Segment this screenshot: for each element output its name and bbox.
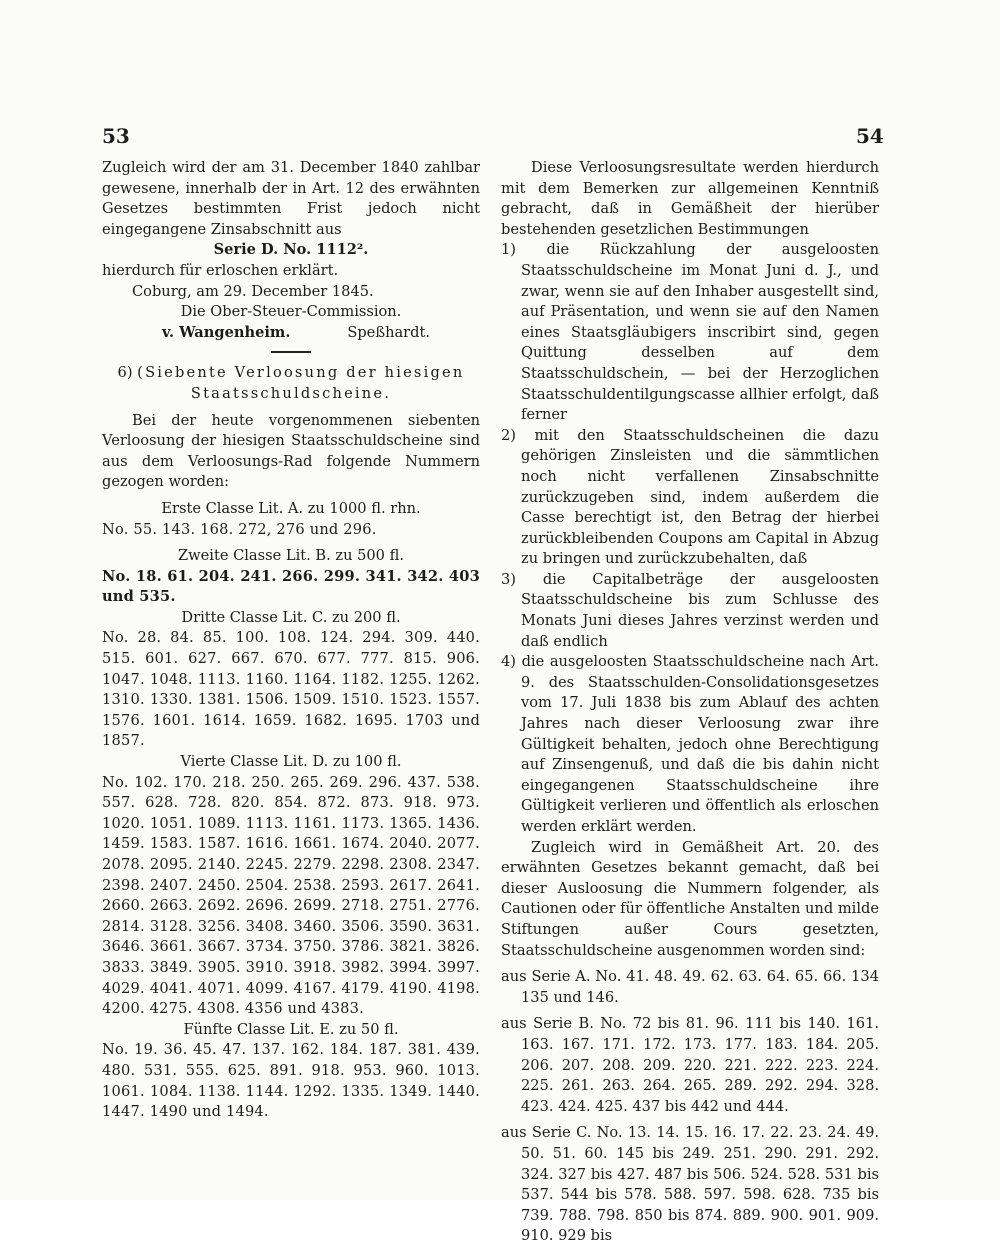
dateline: Coburg, am 29. December 1845. bbox=[132, 282, 374, 300]
provision-3: 3) die Capitalbeträge der ausgeloosten Staatsschuldscheine bis zum Schlusse des Monats Juni dieses Jahres verzinst werden und daß endlich bbox=[501, 570, 879, 650]
signature-row bbox=[102, 323, 480, 344]
class-2-heading: Zweite Classe Lit. B. zu 500 fl. bbox=[178, 547, 404, 565]
right-paragraph-2: Zugleich wird in Gemäßheit Art. 20. des erwähnten Gesetzes bekannt gemacht, daß bei dieser Ausloosung die Nummern folgender, als Cautionen oder für öffentliche Anstalten und milde Stiftungen außer Cours gesetzten, Staatsschuldscheine ausgenommen worden sind: bbox=[501, 838, 879, 959]
signature-spesshardt: Speßhardt. bbox=[347, 323, 430, 341]
left-paragraph-3: Bei der heute vorgenommenen siebenten Verloosung der hiesigen Staatsschuldscheine sind aus dem Verloosungs-Rad folgende Nummern gezogen worden: bbox=[102, 411, 480, 491]
section-number: 6) bbox=[117, 364, 133, 382]
section-title: (Siebente Verloosung der hiesigen Staatsschuldscheine. bbox=[137, 364, 465, 402]
class-5-heading: Fünfte Classe Lit. E. zu 50 fl. bbox=[183, 1020, 399, 1038]
section-divider bbox=[271, 351, 311, 353]
section-heading bbox=[102, 363, 480, 404]
right-paragraph-1: Diese Verloosungsresultate werden hierdurch mit dem Bemerken zur allgemeinen Kenntniß gebracht, daß in Gemäßheit der hierüber bestehenden gesetzlichen Bestimmungen bbox=[501, 159, 879, 238]
exempt-serie-a: aus Serie A. No. 41. 48. 49. 62. 63. 64. 65. 66. 134 135 und 146. bbox=[501, 968, 879, 1006]
provision-1: 1) die Rückzahlung der ausgeloosten Staatsschuldscheine im Monat Juni d. J., und zwar, wenn sie auf den Inhaber ausgestellt sind, auf Präsentation, und wenn sie auf den Namen eines Staatsgläubigers inscribirt sind, gegen Quittung desselben auf dem Staatsschuldschein, — bei der Herzoglichen Staatsschuldentilgungscasse allhier erfolgt, daß ferner bbox=[501, 241, 879, 424]
left-paragraph-2: hierdurch für erloschen erklärt. bbox=[102, 261, 339, 279]
right-column bbox=[501, 158, 879, 1247]
left-paragraph-1: Zugleich wird der am 31. December 1840 zahlbar gewesene, innerhalb der in Art. 12 des erwähnten Gesetzes bestimmten Frist jedoch nicht eingegangene Zinsabschnitt aus bbox=[102, 159, 480, 238]
class-2-numbers: No. 18. 61. 204. 241. 266. 299. 341. 342. 403 und 535. bbox=[102, 567, 480, 606]
page-number-left: 53 bbox=[102, 124, 130, 148]
exempt-serie-b: aus Serie B. No. 72 bis 81. 96. 111 bis 140. 161. 163. 167. 171. 172. 173. 177. 183. 184. 205. 206. 207. 208. 209. 220. 221. 222. 223. 224. 225. 261. 263. 264. 265. 289. 292. 294. 328. 423. 424. 425. 437 bis 442 und 444. bbox=[501, 1015, 879, 1115]
left-column bbox=[102, 158, 480, 1123]
serie-reference: Serie D. No. 1112². bbox=[213, 241, 369, 259]
provision-4: 4) die ausgeloosten Staatsschuldscheine nach Art. 9. des Staatsschulden-Consolidationsgesetzes vom 17. Juli 1838 bis zum Ablauf des achten Jahres nach dieser Verloosung zwar ihre Gültigkeit behalten, jedoch ohne Berechtigung auf Zinsengenuß, und daß die bis dahin nicht eingegangenen Staatsschuldscheine ihre Gültigkeit verlieren und öffentlich als erloschen werden erklärt werden. bbox=[501, 653, 879, 835]
class-5-numbers: No. 19. 36. 45. 47. 137. 162. 184. 187. 381. 439. 480. 531. 555. 625. 891. 918. 953. 960. 1013. 1061. 1084. 1138. 1144. 1292. 1335. 1349. 1440. 1447. 1490 und 1494. bbox=[102, 1041, 480, 1121]
class-1-numbers: No. 55. 143. 168. 272, 276 und 296. bbox=[102, 520, 377, 538]
class-4-heading: Vierte Classe Lit. D. zu 100 fl. bbox=[180, 753, 402, 771]
issuing-authority: Die Ober-Steuer-Commission. bbox=[180, 303, 402, 321]
class-3-numbers: No. 28. 84. 85. 100. 108. 124. 294. 309. 440. 515. 601. 627. 667. 670. 677. 777. 815. 906. 1047. 1048. 1113. 1160. 1164. 1182. 1255. 1262. 1310. 1330. 1381. 1506. 1509. 1510. 1523. 1557. 1576. 1601. 1614. 1659. 1682. 1695. 1703 und 1857. bbox=[102, 629, 480, 750]
page-number-right: 54 bbox=[856, 124, 884, 148]
class-4-numbers: No. 102. 170. 218. 250. 265. 269. 296. 437. 538. 557. 628. 728. 820. 854. 872. 873. 918. 973. 1020. 1051. 1089. 1113. 1161. 1173. 1365. 1436. 1459. 1583. 1587. 1616. 1661. 1674. 2040. 2077. 2078. 2095. 2140. 2245. 2279. 2298. 2308. 2347. 2398. 2407. 2450. 2504. 2538. 2593. 2617. 2641. 2660. 2663. 2692. 2696. 2699. 2718. 2751. 2776. 2814. 3128. 3256. 3408. 3460. 3506. 3590. 3631. 3646. 3661. 3667. 3734. 3750. 3786. 3821. 3826. 3833. 3849. 3905. 3910. 3918. 3982. 3994. 3997. 4029. 4041. 4071. 4099. 4167. 4179. 4190. 4198. 4200. 4275. 4308. 4356 und 4383. bbox=[102, 773, 480, 1018]
class-1-heading: Erste Classe Lit. A. zu 1000 fl. rhn. bbox=[161, 499, 421, 517]
class-3-heading: Dritte Classe Lit. C. zu 200 fl. bbox=[181, 608, 401, 626]
exempt-serie-c: aus Serie C. No. 13. 14. 15. 16. 17. 22. 23. 24. 49. 50. 51. 60. 145 bis 249. 251. 290. 291. 292. 324. 327 bis 427. 487 bis 506. 524. 528. 531 bis 537. 544 bis 578. 588. 597. 598. 628. 735 bis 739. 788. 798. 850 bis 874. 889. 900. 901. 909. 910. 929 bis bbox=[501, 1124, 879, 1245]
signature-wangenheim: v. Wangenheim. bbox=[162, 323, 291, 341]
provision-2: 2) mit den Staatsschuldscheinen die dazu gehörigen Zinsleisten und die sämmtlichen noch nicht verfallenen Zinsabschnitte zurückzugeben sind, indem außerdem die Casse berechtigt ist, den Betrag der hierbei zurückbleibenden Coupons am Capital in Abzug zu bringen und zurückzubehalten, daß bbox=[501, 426, 879, 568]
